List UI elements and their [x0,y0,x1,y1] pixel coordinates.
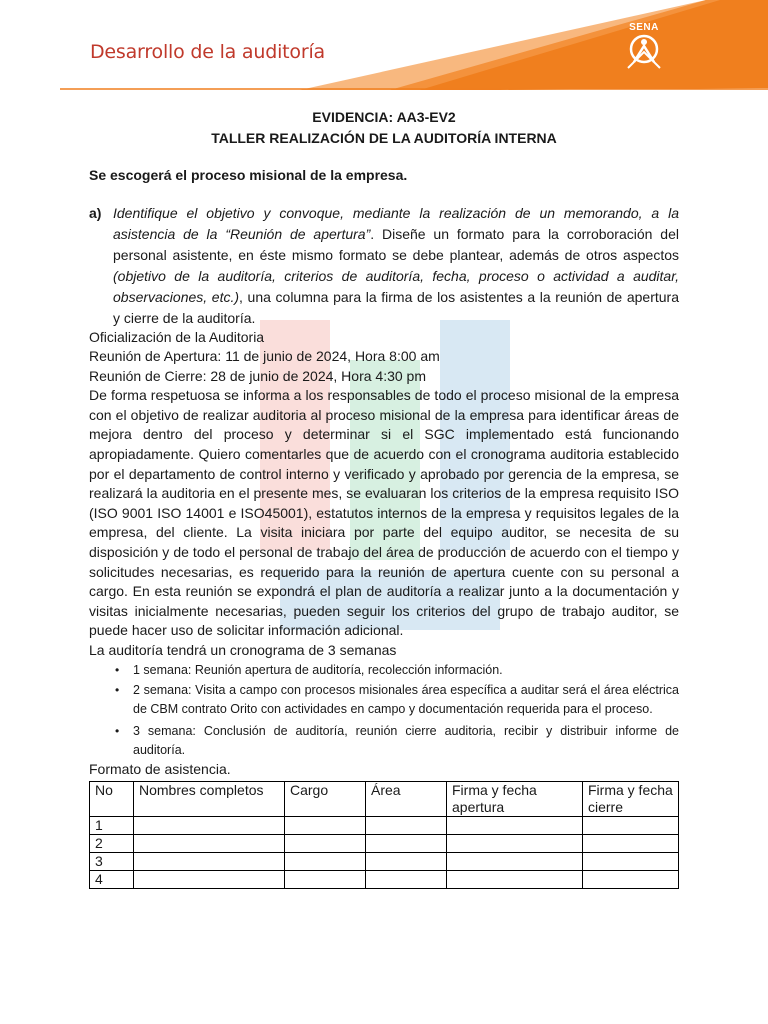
col-area: Área [366,781,447,816]
schedule-item: • 1 semana: Reunión apertura de auditoría, recolección información. [89,661,679,680]
oficializacion-heading: Oficialización de la Auditoria [89,328,265,345]
sena-logo-text: SENA [629,22,659,33]
col-firma-apertura: Firma y fecha apertura [447,781,583,816]
schedule-item: • 2 semana: Visita a campo con procesos misionales área específica a auditar será el área eléctrica de CBM contrato Orito con actividades en campo y documentación requerida para el proceso. [89,681,679,718]
col-cargo: Cargo [285,781,366,816]
workshop-title: TALLER REALIZACIÓN DE LA AUDITORÍA INTERNA [211,130,557,146]
col-nombres: Nombres completos [134,781,285,816]
table-row [90,852,679,870]
item-a [89,203,679,329]
apertura-line: Reunión de Apertura: 11 de junio de 2024, Hora 8:00 am [89,348,440,365]
row-number: 3 [90,852,134,870]
page-header [0,0,768,100]
evidence-title: EVIDENCIA: AA3-EV2 [312,109,456,125]
memo-paragraph: De forma respetuosa se informa a los responsables de todo el proceso misional de la empresa con el objetivo de realizar auditoria al proceso misional de la empresa para identificar áreas de mejora dentro del proceso y determinar si el SGC implementado está funcionando apropiadamente. Quiero comentarles que de acuerdo con el cronograma auditoria establecido por el departamento de control interno y verificado y aprobado por gerencia de la empresa, se realizará la auditoria en el presente mes, se evaluaran los criterios de la empresa requisito ISO (ISO 9001 ISO 14001 e ISO45001), estatutos internos de la empresa y requisitos legales de la empresa, del cliente. La visita iniciara por parte del equipo auditor, se necesita de su disposición y de todo el personal de trabajo del área de producción de acuerdo con el tiempo y solicitudes necesarias, es requerido para la reunión de apertura cuente con su personal a cargo. En esta reunión se expondrá el plan de auditoría a realizar junto a la documentación y visitas inicialmente necesarias, pueden seguir los criterios del grupo de trabajo auditor, se puede hacer uso de solicitar información adicional. [89,387,679,639]
document-body [89,107,679,889]
process-note: Se escogerá el proceso misional de la empresa. [89,167,408,183]
row-number: 1 [90,816,134,834]
sena-logo [620,22,668,76]
item-a-italic-1: Identifique el objetivo y convoque, mediante la realización de un memorando, a la asistencia de la “Reunión de apertura” [113,204,679,242]
col-firma-cierre: Firma y fecha cierre [583,781,679,816]
item-a-italic-2: (objetivo de la auditoría, criterios de auditoría, fecha, proceso o actividad a auditar, observaciones, etc.) [113,267,679,305]
table-row [90,834,679,852]
schedule-list [89,661,679,760]
item-a-text-1: . Diseñe un formato para la corroboración del personal asistente, en éste mismo formato se debe plantear, además de otros aspectos [113,225,679,263]
cronograma-line: La auditoría tendrá un cronograma de 3 semanas [89,642,397,658]
formato-heading: Formato de asistencia. [89,761,231,778]
col-no: No [90,781,134,816]
table-header-row [90,781,679,816]
item-a-letter: a) [89,204,102,221]
table-row [90,870,679,888]
table-row [90,816,679,834]
header-title: Desarrollo de la auditoría [90,41,325,63]
row-number: 2 [90,834,134,852]
schedule-item: • 3 semana: Conclusión de auditoría, reunión cierre auditoria, recibir y distribuir informe de auditoría. [89,722,679,759]
item-a-text-2: , una columna para la firma de los asistentes a la reunión de apertura y cierre de la auditoría. [113,288,679,326]
cierre-line: Reunión de Cierre: 28 de junio de 2024, Hora 4:30 pm [89,367,426,384]
item-a-body [113,203,679,329]
row-number: 4 [90,870,134,888]
attendance-table [89,781,679,889]
